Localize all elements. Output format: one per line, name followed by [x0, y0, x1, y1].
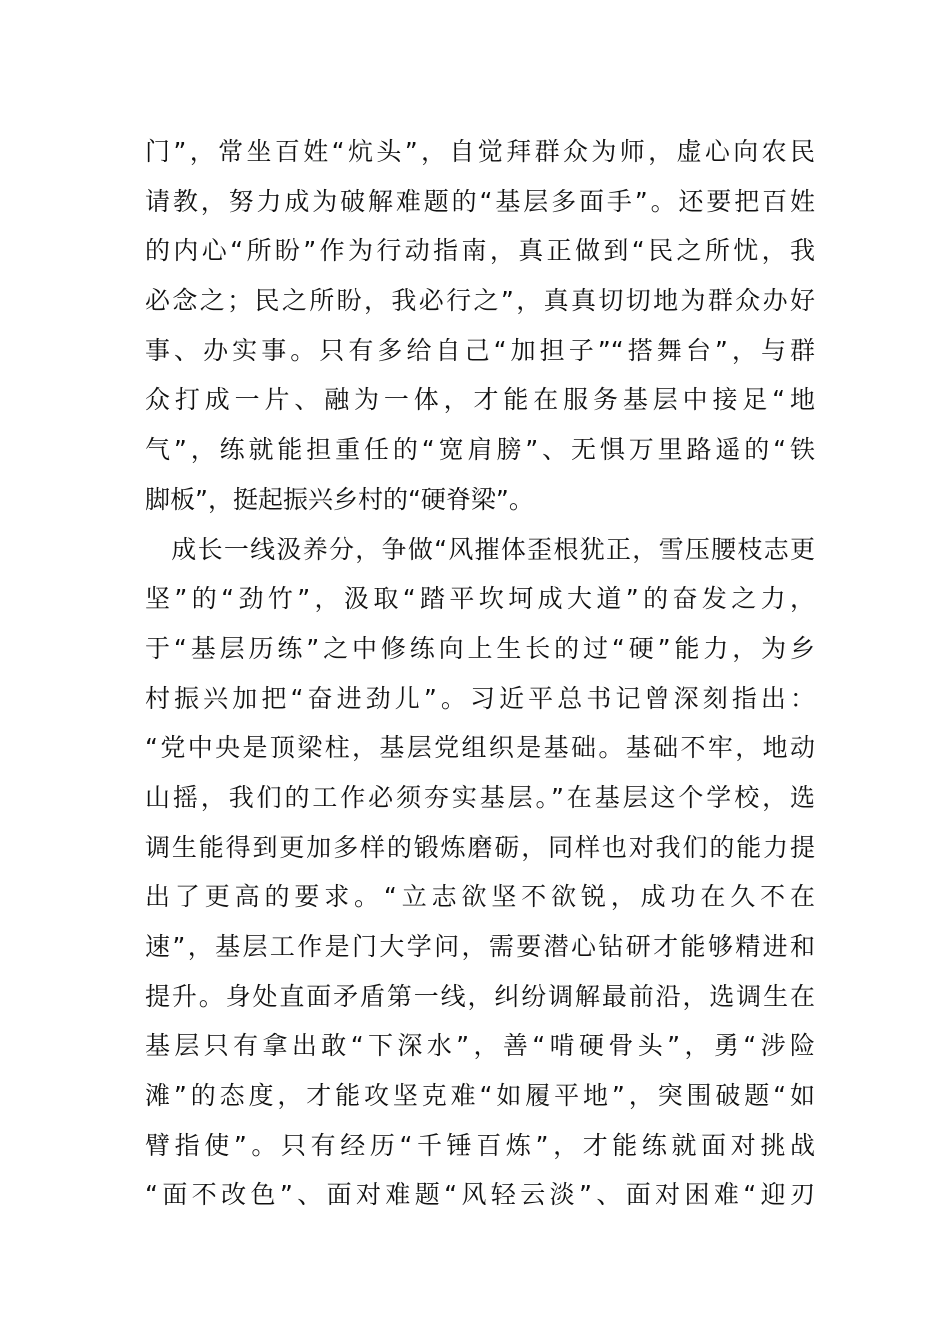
paragraph-end-line: 脚板”，挺起振兴乡村的“硬脊梁”。: [145, 484, 534, 514]
text-line: “面不改色”、面对难题“风轻云淡”、面对困难“迎刃: [145, 1180, 815, 1210]
text-line: 滩”的态度，才能攻坚克难“如履平地”，突围破题“如: [145, 1081, 815, 1111]
text-line: 门”，常坐百姓“炕头”，自觉拜群众为师，虚心向农民: [145, 137, 815, 166]
text-line: 调生能得到更加多样的锻炼磨砺，同样也对我们的能力提: [145, 832, 815, 862]
text-line: 提升。身处直面矛盾第一线，纠纷调解最前沿，选调生在: [145, 981, 815, 1011]
text-line: 速”，基层工作是门大学问，需要潜心钻研才能够精进和: [145, 932, 815, 961]
text-line: 气”，练就能担重任的“宽肩膀”、无惧万里路遥的“铁: [145, 435, 815, 465]
text-line: 坚”的“劲竹”，汲取“踏平坎坷成大道”的奋发之力，: [145, 584, 815, 614]
text-line: “党中央是顶梁柱，基层党组织是基础。基础不牢，地动: [145, 733, 815, 763]
paragraph-start-line: 成长一线汲养分，争做“风摧体歪根犹正，雪压腰枝志更: [145, 534, 815, 564]
text-line: 的内心“所盼”作为行动指南，真正做到“民之所忧，我: [145, 236, 815, 266]
text-line: 村振兴加把“奋进劲儿”。习近平总书记曾深刻指出：: [145, 683, 815, 713]
text-line: 事、办实事。只有多给自己“加担子”“搭舞台”，与群: [145, 335, 815, 365]
text-line: 请教，努力成为破解难题的“基层多面手”。还要把百姓: [145, 186, 815, 216]
text-line: 必念之；民之所盼，我必行之”，真真切切地为群众办好: [145, 286, 815, 316]
text-line: 众打成一片、融为一体，才能在服务基层中接足“地: [145, 385, 815, 415]
text-line: 臂指使”。只有经历“千锤百炼”，才能练就面对挑战: [145, 1130, 815, 1160]
text-line: 基层只有拿出敢“下深水”，善“啃硬骨头”，勇“涉险: [145, 1031, 815, 1061]
text-line: 山摇，我们的工作必须夯实基层。”在基层这个学校，选: [145, 782, 815, 812]
text-line: 于“基层历练”之中修练向上生长的过“硬”能力，为乡: [145, 633, 815, 663]
body-text: [145, 127, 815, 1220]
text-line: 出了更高的要求。“立志欲坚不欲锐，成功在久不在: [145, 882, 815, 912]
